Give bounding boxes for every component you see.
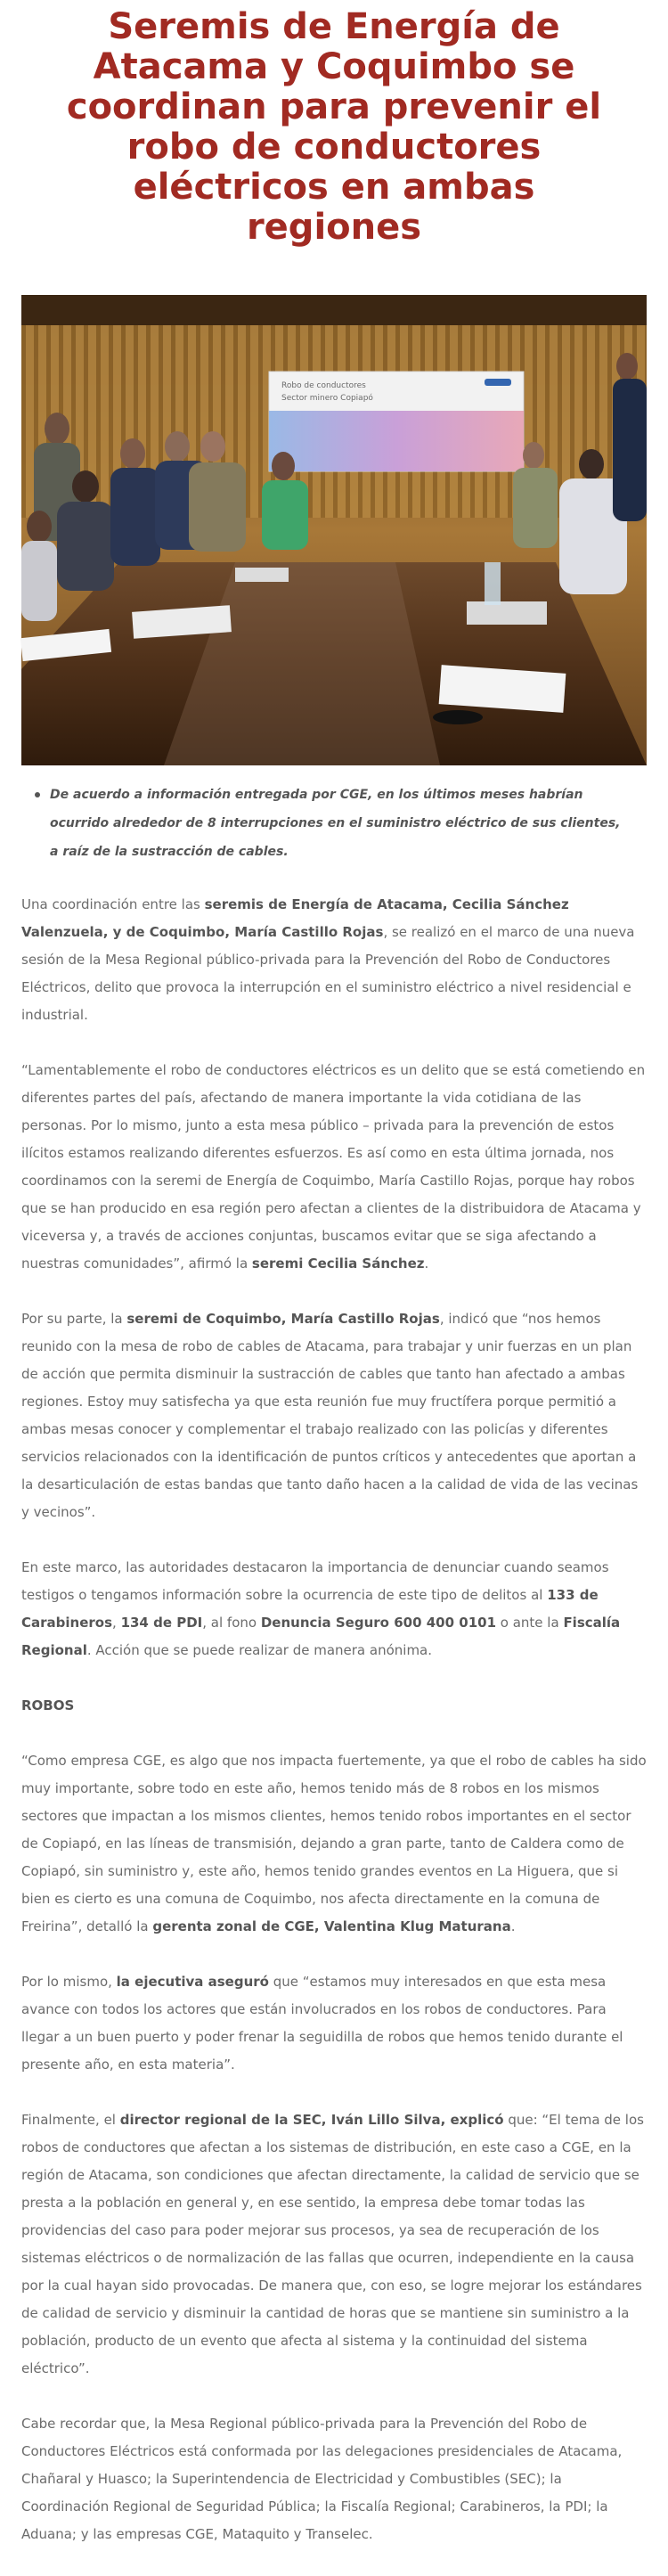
svg-text:Sector minero Copiapó: Sector minero Copiapó: [281, 394, 373, 403]
svg-text:Robo de conductores: Robo de conductores: [281, 381, 366, 390]
paragraph-3: Por su parte, la seremi de Coquimbo, María Castillo Rojas, indicó que “nos hemos reunido con la mesa de robo de cables de Atacama, para trabajar y unir fuerzas en un plan de acción que permita disminuir la sustracción de cables que tanto han afectado a ambas regiones. Estoy muy satisfecha ya que esta reunión fue muy fructífera porque permitió a ambas mesas conocer y complementar el trabajo realizado con las policías y diferentes servicios relacionados con la identificación de puntos críticos y antecedentes que aportan a la desarticulación de estas bandas que tanto daño hacen a la calidad de vida de las vecinas y vecinos”.: [21, 1311, 639, 1520]
bullet-icon: [35, 792, 40, 797]
article-title: Seremis de Energía de Atacama y Coquimbo se coordinan para prevenir el robo de conductores eléctricos en ambas regiones: [66, 6, 602, 248]
article-body: [21, 891, 647, 2576]
presentation-screen: [269, 372, 524, 471]
paragraph-4: En este marco, las autoridades destacaron la importancia de denunciar cuando seamos testigos o tengamos información sobre la ocurrencia de este tipo de delitos al 133 de Carabineros, 134 de PDI, al fono Denuncia Seguro 600 400 0101 o ante la Fiscalía Regional. Acción que se puede realizar de manera anónima.: [21, 1559, 621, 1658]
paragraph-1: Una coordinación entre las seremis de Energía de Atacama, Cecilia Sánchez Valenzuela, y de Coquimbo, María Castillo Rojas, se realizó en el marco de una nueva sesión de la Mesa Regional público-privada para la Prevención del Robo de Conductores Eléctricos, delito que provoca la interrupción en el suministro eléctrico a nivel residencial e industrial.: [21, 896, 635, 1023]
paragraph-5: “Como empresa CGE, es algo que nos impacta fuertemente, ya que el robo de cables ha sido muy importante, sobre todo en este año, hemos tenido más de 8 robos en los mismos sectores que impactan a los mismos clientes, hemos tenido robos importantes en el sector de Copiapó, en las líneas de transmisión, dejando a gran parte, tanto de Caldera como de Copiapó, sin suministro y, este año, hemos tenido grandes eventos en La Higuera, que si bien es cierto es una comuna de Coquimbo, nos afecta directamente en la comuna de Freirina”, detalló la gerenta zonal de CGE, Valentina Klug Maturana.: [21, 1753, 647, 1934]
section-heading-robos: ROBOS: [21, 1697, 75, 1713]
paragraph-8: Cabe recordar que, la Mesa Regional público-privada para la Prevención del Robo de Conductores Eléctricos está conformada por las delegaciones presidenciales de Atacama, Chañaral y Huasco; la Superintendencia de Electricidad y Combustibles (SEC); la Coordinación Regional de Seguridad Pública; la Fiscalía Regional; Carabineros, la PDI; la Aduana; y las empresas CGE, Mataquito y Transelec.: [21, 2416, 623, 2542]
paragraph-6: Por lo mismo, la ejecutiva aseguró que “estamos muy interesados en que esta mesa avance con todos los actores que están involucrados en los robos de conductores. Para llegar a un buen puerto y poder frenar la seguidilla de robos que hemos tenido durante el presente año, en esta materia”.: [21, 1974, 623, 2073]
article-summary: [50, 781, 629, 866]
meeting-photo: [21, 295, 647, 765]
summary-text: De acuerdo a información entregada por CGE, en los últimos meses habrían ocurrido alrededor de 8 interrupciones en el suministro eléctrico de sus clientes, a raíz de la sustracción de cables.: [50, 788, 621, 859]
paragraph-2: “Lamentablemente el robo de conductores eléctricos es un delito que se está cometiendo en diferentes partes del país, afectando de manera importante la vida cotidiana de las personas. Por lo mismo, junto a esta mesa público – privada para la prevención de estos ilícitos estamos realizando diferentes esfuerzos. Es así como en esta última jornada, nos coordinamos con la seremi de Energía de Coquimbo, María Castillo Rojas, porque hay robos que se han producido en esa región pero afectan a clientes de la distribuidora de Atacama y viceversa y, a través de acciones conjuntas, buscamos evitar que se siga afectando a nuestras comunidades”, afirmó la seremi Cecilia Sánchez.: [21, 1062, 646, 1272]
paragraph-7: Finalmente, el director regional de la SEC, Iván Lillo Silva, explicó que: “El tema de los robos de conductores que afectan a los sistemas de distribución, en este caso a CGE, en la región de Atacama, son condiciones que afectan directamente, la calidad de servicio que se presta a la población en general y, en ese sentido, la empresa debe tomar todas las providencias del caso para poder mejorar sus procesos, ya sea de recuperación de los sistemas eléctricos o de normalización de las fallas que ocurren, independiente en la causa por la cual hayan sido provocadas. De manera que, con eso, se logre mejorar los estándares de calidad de servicio y disminuir la cantidad de horas que se mantiene sin suministro a la población, producto de un evento que afecta al sistema y la continuidad del sistema eléctrico”.: [21, 2112, 644, 2376]
